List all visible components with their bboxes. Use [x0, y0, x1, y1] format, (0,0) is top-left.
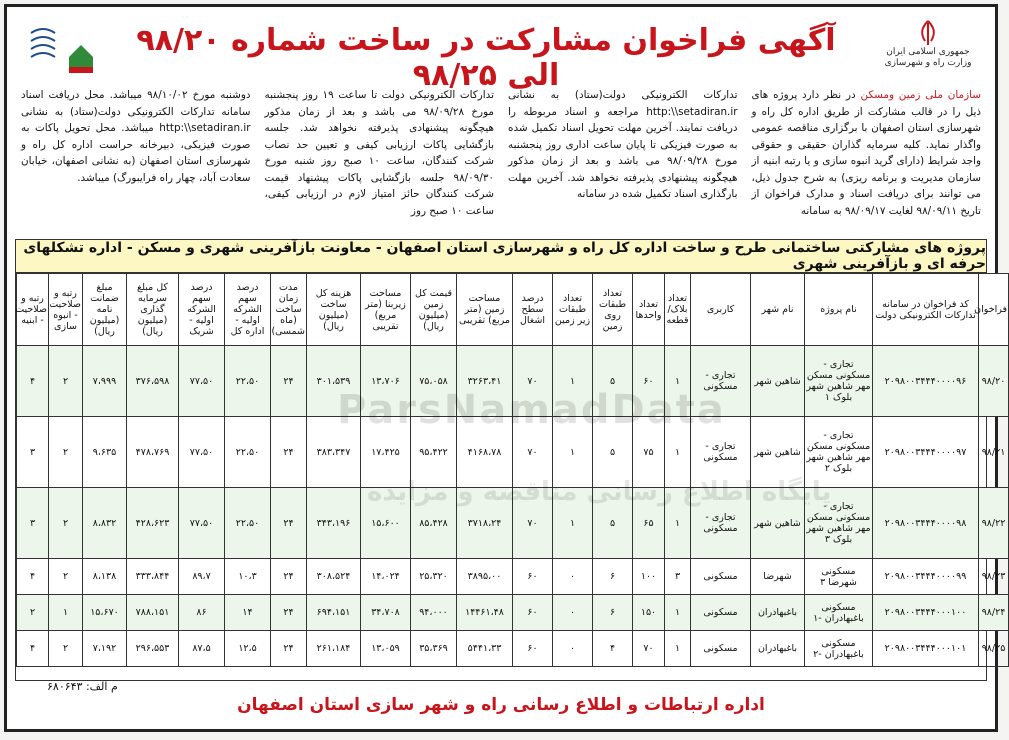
cell-inv: ۳۳۳،۸۴۴	[127, 559, 179, 595]
h-city: نام شهر	[751, 274, 805, 346]
cell-price: ۲۵،۳۲۰	[411, 559, 457, 595]
intro-col-2: تدارکات الکترونیکی دولت(ستاد) به نشانی http:\\setadiran.ir مراجعه و اسناد مربوطه را دریافت نمایند. آخرین مهلت تحویل اسناد تکمیل شده به صورت فیزیکی تا پایان ساعت اداری روز پنجشنبه مورخ ۹۸/۰۹/۲۸ می باشد و بعد از زمان مذکور هیچگونه پیشنهادی پذیرفته نخواهد شد. آخرین مهلت بارگذاری اسناد تکمیل شده در سامانه	[508, 89, 738, 200]
cell-bld: ۴	[17, 631, 49, 667]
cell-farakhan: ۹۸/۲۳	[979, 559, 1009, 595]
h-grade-building: رتبه و صلاحیت - ابنیه	[17, 274, 49, 346]
h-floors-below: تعداد طبقات زیر زمین	[553, 274, 593, 346]
cell-usage: مسکونی	[691, 631, 751, 667]
h-investment: کل مبلغ سرمایه گذاری (میلیون ریال)	[127, 274, 179, 346]
cell-mass: ۲	[49, 559, 83, 595]
cell-land: ۵۴۴۱،۳۳	[457, 631, 513, 667]
cell-code: ۲۰۹۸۰۰۳۴۴۴۰۰۰۰۹۷	[873, 417, 979, 488]
cell-price: ۹۵،۴۲۲	[411, 417, 457, 488]
cell-below: ۰	[553, 631, 593, 667]
cell-blocks: ۳	[665, 559, 691, 595]
cell-units: ۶۰	[633, 346, 665, 417]
cell-below: ۰	[553, 595, 593, 631]
cell-land: ۱۴۴۶۱،۴۸	[457, 595, 513, 631]
cell-guar: ۸،۱۳۸	[83, 559, 127, 595]
cell-partner: ۸۹،۷	[179, 559, 225, 595]
h-grade-mass: رتبه و صلاحیت - انبوه سازی	[49, 274, 83, 346]
cell-city: شاهین شهر	[751, 488, 805, 559]
cell-bld: ۳	[17, 417, 49, 488]
cell-org: ۲۲،۵۰	[225, 417, 271, 488]
cell-code: ۲۰۹۸۰۰۳۴۴۴۰۰۰۰۹۹	[873, 559, 979, 595]
cell-usage: مسکونی	[691, 559, 751, 595]
cell-guar: ۷،۱۹۲	[83, 631, 127, 667]
cell-mass: ۲	[49, 417, 83, 488]
iran-emblem-icon	[913, 19, 943, 47]
cell-built: ۱۵،۶۰۰	[361, 488, 411, 559]
intro-text	[21, 87, 981, 237]
cell-partner: ۷۷،۵۰	[179, 346, 225, 417]
h-usage: کاربری	[691, 274, 751, 346]
cell-farakhan: ۹۸/۲۰	[979, 346, 1009, 417]
cell-dur: ۲۴	[271, 417, 307, 488]
cell-city: باغبهادران	[751, 631, 805, 667]
cell-above: ۶	[593, 559, 633, 595]
cell-farakhan: ۹۸/۲۱	[979, 417, 1009, 488]
cell-land: ۳۸۹۵،۰۰	[457, 559, 513, 595]
footer-org: اداره ارتباطات و اطلاع رسانی راه و شهر سازی استان اصفهان	[237, 695, 765, 715]
cell-city: شاهین شهر	[751, 417, 805, 488]
h-share-partner: درصد سهم الشرکه اولیه - شریک	[179, 274, 225, 346]
cell-inv: ۳۷۶،۵۹۸	[127, 346, 179, 417]
table-row	[17, 595, 1009, 631]
cell-built: ۱۳،۷۰۶	[361, 346, 411, 417]
cell-partner: ۸۷،۵	[179, 631, 225, 667]
cell-guar: ۷،۹۹۹	[83, 346, 127, 417]
cell-built: ۳۴،۷۰۸	[361, 595, 411, 631]
cell-project: مسکونی باغبهادران -۱	[805, 595, 873, 631]
cell-usage: تجاری - مسکونی	[691, 488, 751, 559]
cell-units: ۶۵	[633, 488, 665, 559]
cell-occ: ۷۰	[513, 346, 553, 417]
cell-org: ۲۲،۵۰	[225, 346, 271, 417]
cell-dur: ۲۴	[271, 488, 307, 559]
cell-units: ۷۵	[633, 417, 665, 488]
cell-occ: ۶۰	[513, 559, 553, 595]
cell-blocks: ۱	[665, 631, 691, 667]
h-blocks: تعداد بلاک/قطعه	[665, 274, 691, 346]
cell-above: ۵	[593, 417, 633, 488]
intro-col-1-text: در نظر دارد پروژه های ذیل را در قالب مشارکت از طریق اداره کل راه و شهرسازی استان اصفهان با برگزاری مناقصه عمومی واگذار نماید. کلیه سرمایه گذاران حقیقی و حقوقی واجد شرایط (دارای گرید انبوه سازی و یا رتبه ابنیه از سازمان مدیریت و برنامه ریزی) به شرح جدول ذیل، می توانند برای دریافت اسناد و مدارک فراخوان از تاریخ ۹۸/۰۹/۱۱ لغایت ۹۸/۰۹/۱۷ به سامانه	[751, 89, 981, 217]
h-duration: مدت زمان ساخت (ماه شمسی)	[271, 274, 307, 346]
ministry-line1: جمهوری اسلامی ایران	[886, 47, 970, 57]
cell-org: ۱۲،۵	[225, 631, 271, 667]
h-land-price: قیمت کل زمین (میلیون ریال)	[411, 274, 457, 346]
table-row	[17, 559, 1009, 595]
ad-title: آگهی فراخوان مشارکت در ساخت شماره ۹۸/۲۰ الی ۹۸/۲۵	[136, 23, 836, 93]
cell-below: ۱	[553, 417, 593, 488]
cell-cost: ۳۴۳،۱۹۶	[307, 488, 361, 559]
cell-guar: ۸،۸۳۲	[83, 488, 127, 559]
h-share-org: درصد سهم الشرکه اولیه - اداره کل	[225, 274, 271, 346]
cell-below: ۱	[553, 346, 593, 417]
cell-land: ۳۲۶۳،۴۱	[457, 346, 513, 417]
intro-col-1	[752, 87, 982, 237]
cell-code: ۲۰۹۸۰۰۳۴۴۴۰۰۰۱۰۰	[873, 595, 979, 631]
cell-org: ۱۴	[225, 595, 271, 631]
cell-land: ۴۱۶۸،۷۸	[457, 417, 513, 488]
ad-page	[4, 4, 1007, 732]
cell-built: ۱۷،۴۲۵	[361, 417, 411, 488]
cell-above: ۴	[593, 631, 633, 667]
cell-occ: ۶۰	[513, 631, 553, 667]
cell-code: ۲۰۹۸۰۰۳۴۴۴۰۰۰۱۰۱	[873, 631, 979, 667]
cell-mass: ۲	[49, 631, 83, 667]
cell-inv: ۲۹۶،۵۵۳	[127, 631, 179, 667]
h-guarantee: مبلغ ضمانت نامه (میلیون ریال)	[83, 274, 127, 346]
cell-price: ۷۵،۰۵۸	[411, 346, 457, 417]
h-units: تعداد واحدها	[633, 274, 665, 346]
cell-city: شهرضا	[751, 559, 805, 595]
cell-code: ۲۰۹۸۰۰۳۴۴۴۰۰۰۰۹۶	[873, 346, 979, 417]
cell-blocks: ۱	[665, 595, 691, 631]
h-occupancy: درصد سطح اشغال	[513, 274, 553, 346]
cell-code: ۲۰۹۸۰۰۳۴۴۴۰۰۰۰۹۸	[873, 488, 979, 559]
cell-bld: ۲	[17, 595, 49, 631]
cell-inv: ۷۸۸،۱۵۱	[127, 595, 179, 631]
cell-cost: ۶۹۴،۱۵۱	[307, 595, 361, 631]
cell-usage: تجاری - مسکونی	[691, 417, 751, 488]
cell-inv: ۴۷۸،۷۶۹	[127, 417, 179, 488]
cell-occ: ۷۰	[513, 488, 553, 559]
cell-above: ۵	[593, 488, 633, 559]
h-code: کد فراخوان در سامانه تدارکات الکترونیکی دولت	[873, 274, 979, 346]
h-land-area: مساحت زمین (متر مربع) تقریبی	[457, 274, 513, 346]
cell-units: ۱۰۰	[633, 559, 665, 595]
cell-project: تجاری - مسکونی مسکن مهر شاهین شهر بلوک ۲	[805, 417, 873, 488]
cell-occ: ۷۰	[513, 417, 553, 488]
cell-usage: مسکونی	[691, 595, 751, 631]
cell-blocks: ۱	[665, 417, 691, 488]
cell-built: ۱۴،۰۲۴	[361, 559, 411, 595]
ad-code: م الف: ۶۸۰۶۴۳	[47, 680, 118, 693]
cell-farakhan: ۹۸/۲۵	[979, 631, 1009, 667]
cell-cost: ۳۰۸،۵۲۴	[307, 559, 361, 595]
cell-farakhan: ۹۸/۲۴	[979, 595, 1009, 631]
cell-project: مسکونی شهرضا ۳	[805, 559, 873, 595]
cell-blocks: ۱	[665, 346, 691, 417]
cell-bld: ۴	[17, 346, 49, 417]
h-farakhan: فراخوان	[979, 274, 1009, 346]
cell-below: ۰	[553, 559, 593, 595]
cell-city: باغبهادران	[751, 595, 805, 631]
cell-above: ۶	[593, 595, 633, 631]
cell-units: ۱۵۰	[633, 595, 665, 631]
cell-project: مسکونی باغبهادران -۲	[805, 631, 873, 667]
cell-farakhan: ۹۸/۲۲	[979, 488, 1009, 559]
cell-bld: ۳	[17, 488, 49, 559]
watermark: ParsNamadData	[337, 387, 726, 433]
cell-mass: ۲	[49, 346, 83, 417]
cell-org: ۲۲،۵۰	[225, 488, 271, 559]
cell-city: شاهین شهر	[751, 346, 805, 417]
cell-bld: ۴	[17, 559, 49, 595]
cell-dur: ۲۴	[271, 595, 307, 631]
cell-below: ۱	[553, 488, 593, 559]
cell-project: تجاری - مسکونی مسکن مهر شاهین شهر بلوک ۳	[805, 488, 873, 559]
ministry-logo	[873, 19, 983, 81]
cell-land: ۳۷۱۸،۲۴	[457, 488, 513, 559]
org-name: سازمان ملی زمین ومسکن	[860, 89, 981, 101]
cell-cost: ۳۰۱،۵۳۹	[307, 346, 361, 417]
housing-organization-logo-icon	[21, 23, 101, 79]
cell-occ: ۶۰	[513, 595, 553, 631]
cell-mass: ۱	[49, 595, 83, 631]
table-title: پروژه های مشارکتی ساختمانی طرح و ساخت اداره کل راه و شهرسازی استان اصفهان - معاونت بازآفرینی شهری و مسکن - اداره تشکلهای حرفه ای و بازآفرینی شهری	[16, 240, 986, 273]
cell-price: ۳۵،۳۶۹	[411, 631, 457, 667]
cell-dur: ۲۴	[271, 631, 307, 667]
cell-blocks: ۱	[665, 488, 691, 559]
cell-mass: ۲	[49, 488, 83, 559]
ministry-line2: وزارت راه و شهرسازی	[884, 58, 972, 68]
cell-partner: ۷۷،۵۰	[179, 488, 225, 559]
cell-built: ۱۳،۰۵۹	[361, 631, 411, 667]
cell-inv: ۴۲۸،۶۲۳	[127, 488, 179, 559]
cell-usage: تجاری - مسکونی	[691, 346, 751, 417]
intro-col-3: تدارکات الکترونیکی دولت تا ساعت ۱۹ روز پنجشنبه مورخ ۹۸/۰۹/۲۸ می باشد و بعد از زمان مذکور هیچگونه پیشنهادی پذیرفته نخواهد شد. جلسه بازگشایی پاکات ارزیابی کیفی و تعیین حد نصاب شرکت کنندگان، ساعت ۱۰ صبح روز شنبه مورخ ۹۸/۰۹/۳۰ جلسه بازگشایی پاکات پیشنهاد قیمت شرکت کنندگان حائز امتیاز لازم در ارزیابی کیفی، ساعت ۱۰ صبح روز	[264, 89, 495, 217]
cell-units: ۷۰	[633, 631, 665, 667]
cell-above: ۵	[593, 346, 633, 417]
cell-dur: ۲۴	[271, 559, 307, 595]
h-project: نام پروژه	[805, 274, 873, 346]
cell-org: ۱۰،۳	[225, 559, 271, 595]
cell-partner: ۷۷،۵۰	[179, 417, 225, 488]
intro-col-4: دوشنبه مورخ ۹۸/۱۰/۰۲ میباشد. محل دریافت اسناد سامانه تدارکات الکترونیکی دولت(ستاد) به نشانی http:\\setadiran.ir میباشد. محل تحویل پاکات به صورت فیزیکی، دبیرخانه حراست اداره کل راه و شهرسازی استان اصفهان (به نشانی اصفهان، خیابان سعادت آباد، چهار راه فرایبورگ) میباشد.	[21, 89, 251, 184]
h-built-area: مساحت زیربنا (متر مربع) تقریبی	[361, 274, 411, 346]
table-row	[17, 631, 1009, 667]
cell-cost: ۳۸۳،۳۴۷	[307, 417, 361, 488]
watermark-fa: پایگاه اطلاع رسانی مناقصه و مزایده	[367, 477, 832, 507]
projects-table	[16, 273, 1009, 667]
h-floors-above: تعداد طبقات روی زمین	[593, 274, 633, 346]
cell-guar: ۱۵،۶۷۰	[83, 595, 127, 631]
cell-price: ۹۴،۰۰۰	[411, 595, 457, 631]
projects-table-box	[15, 239, 1007, 681]
cell-price: ۸۵،۴۲۸	[411, 488, 457, 559]
cell-dur: ۲۴	[271, 346, 307, 417]
cell-project: تجاری - مسکونی مسکن مهر شاهین شهر بلوک ۱	[805, 346, 873, 417]
cell-partner: ۸۶	[179, 595, 225, 631]
cell-cost: ۲۶۱،۱۸۴	[307, 631, 361, 667]
h-build-cost: هزینه کل ساخت (میلیون ریال)	[307, 274, 361, 346]
cell-guar: ۹،۶۳۵	[83, 417, 127, 488]
